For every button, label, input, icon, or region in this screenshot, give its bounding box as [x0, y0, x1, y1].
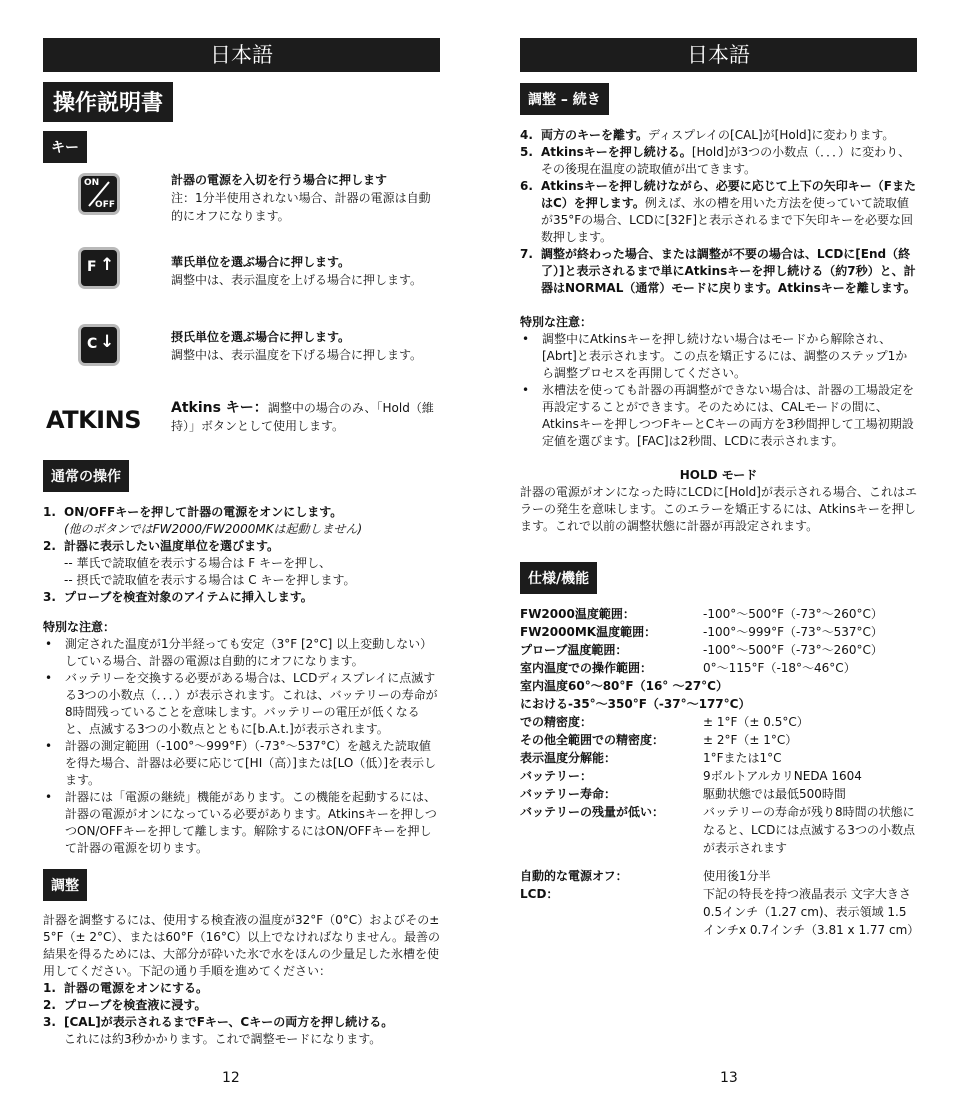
- list-item: 5. Atkinsキーを押し続ける。[Hold]が3つの小数点（．．．）に変わり、その後現在温度の読取値が出てきます。: [520, 145, 911, 176]
- arrow-down-icon: ↓: [100, 332, 115, 352]
- adjust-steps-list: [43, 980, 440, 1048]
- table-row: プローブ温度範囲： -100°～500°F（-73°～260°C）: [520, 643, 883, 657]
- notes-heading: 特別な注意：: [520, 315, 593, 329]
- list-item: 1. 計器の電源をオンにする。: [43, 981, 209, 995]
- table-row: バッテリー： 9ボルトアルカリNEDA 1604: [520, 769, 862, 783]
- notes-list: [520, 331, 917, 450]
- f-key-heading: 華氏単位を選ぶ場合に押します。: [171, 255, 351, 269]
- table-row: 表示温度分解能： 1°Fまたは1°C: [520, 751, 782, 765]
- on-label: ON: [84, 178, 100, 188]
- c-label: C: [87, 336, 98, 352]
- specs-table: [520, 605, 920, 939]
- atkins-body: 調整中の場合のみ、「Hold（維持）」ボタンとして使用します。: [171, 401, 434, 433]
- list-item: 3. [CAL]が表示されるまでFキー、Cキーの両方を押し続ける。 これには約3秒かかります。これで調整モードになります。: [43, 1015, 394, 1046]
- table-row: FW2000MK温度範囲： -100°～999°F（-73°～537°C）: [520, 625, 883, 639]
- atkins-logo: ATKINS: [46, 406, 141, 434]
- language-header: 日本語: [520, 38, 917, 72]
- c-key-heading: 摂氏単位を選ぶ場合に押します。: [171, 330, 351, 344]
- onoff-key-icon: [78, 173, 120, 215]
- onoff-body: 注：1分半使用されない場合、計器の電源は自動的にオフになります。: [171, 191, 431, 223]
- slash-icon: [81, 176, 117, 212]
- adjust-cont-list: [520, 127, 917, 297]
- table-row: その他全範囲での精密度： ± 2°F（± 1°C）: [520, 733, 798, 747]
- section-adjust-header: 調整: [43, 869, 87, 901]
- notes-heading: 特別な注意：: [43, 620, 116, 634]
- language-header: 日本語: [43, 38, 440, 72]
- normal-steps-list: [43, 504, 440, 606]
- list-item: • 氷槽法を使っても計器の再調整ができない場合は、計器の工場設定を再設定することができます。そのためには、CALモードの間に、Atkinsキーを押しつつFキーとCキーの両方を3秒間押して工場初期設定値を選びます。[FAC]は2秒間、LCDに表示されます。: [520, 382, 917, 450]
- table-row: における-35°～350°F（-37°～177°C）: [520, 697, 751, 711]
- table-row: バッテリーの残量が低い： バッテリーの寿命が残り8時間の状態になると、LCDには点滅する3つの小数点が表示されます: [520, 805, 915, 855]
- right-page: [520, 38, 920, 939]
- page-number-left: 12: [222, 1070, 240, 1086]
- list-item: 4. 両方のキーを離す。ディスプレイの[CAL]が[Hold]に変わります。: [520, 128, 895, 142]
- page-number-right: 13: [720, 1070, 738, 1086]
- arrow-up-icon: ↑: [100, 255, 115, 275]
- list-item: 2. 計器に表示したい温度単位を選びます。 -- 華氏で読取値を表示する場合は F キーを押し、 -- 摂氏で読取値を表示する場合は C キーを押します。: [43, 539, 356, 587]
- list-item: • 計器には「電源の継続」機能があります。この機能を起動するには、計器の電源がオンになっている必要があります。Atkinsキーを押しつつON/OFFキーを押して離します。解除するにはON/OFFキーを押して計器の電源を切ります。: [43, 789, 440, 857]
- notes-list: [43, 636, 440, 857]
- hold-mode-body: 計器の電源がオンになった時にLCDに[Hold]が表示される場合、これはエラーの発生を意味します。このエラーを矯正するには、Atkinsキーを押します。これで以前の調整状態に計器が再設定されます。: [520, 485, 917, 533]
- section-adjust-cont-header: 調整 – 続き: [520, 83, 609, 115]
- list-item: 3. プローブを検査対象のアイテムに挿入します。: [43, 590, 313, 604]
- adjust-intro: 計器を調整するには、使用する検査液の温度が32°F（0°C）およびその± 5°F（± 2°C）、または60°F（16°C）以上でなければなりません。最善の結果を得るためには、大部分が砕いた氷で水をほんの少量足した氷槽を使用してください。下記の通り手順を進めてください：: [43, 913, 440, 978]
- table-row: 自動的な電源オフ： 使用後1分半: [520, 869, 771, 883]
- list-item: • 計器の測定範囲（-100°～999°F）（-73°～537°C）を越えた読取値を得た場合、計器は必要に応じて[HI（高）]または[LO（低）]を表示します。: [43, 738, 440, 789]
- list-item: 7. 調整が終わった場合、または調整が不要の場合は、LCDに[End（終了）]と表示されるまで単にAtkinsキーを押し続ける（約7秒）と、計器はNORMAL（通常）モードに戻ります。Atkinsキーを離します。: [520, 247, 916, 295]
- f-key-icon: [78, 247, 120, 289]
- f-key-body: 調整中は、表示温度を上げる場合に押します。: [171, 273, 423, 287]
- list-item: 2. プローブを検査液に浸す。: [43, 998, 207, 1012]
- table-row: バッテリー寿命： 駆動状態では最低500時間: [520, 787, 846, 801]
- table-row: 室内温度での操作範囲： 0°～115°F（-18°～46°C）: [520, 661, 856, 675]
- list-item: 1. ON/OFFキーを押して計器の電源をオンにします。 (他のボタンではFW2000/FW2000MKは起動しません): [43, 505, 363, 536]
- list-item: 6. Atkinsキーを押し続けながら、必要に応じて上下の矢印キー（FまたはC）を押します。例えば、氷の槽を用いた方法を使っていて読取値が35°Fの場合、LCDに[32F]と表示されるまで下矢印キーを必要な回数押します。: [520, 179, 917, 244]
- onoff-heading: 計器の電源を入切を行う場合に押します: [171, 173, 388, 187]
- left-page: [43, 38, 440, 1048]
- section-specs-header: 仕様/機能: [520, 562, 597, 594]
- c-key-body: 調整中は、表示温度を下げる場合に押します。: [171, 348, 423, 362]
- table-row: 室内温度60°～80°F（16° ～27°C）: [520, 679, 728, 693]
- page-title: 操作説明書: [43, 82, 173, 122]
- hold-mode-heading: HOLD モード: [679, 468, 758, 482]
- table-row: LCD： 下記の特長を持つ液晶表示 文字大きさ 0.5インチ（1.27 cm)、表示領域 1.5インチx 0.7インチ（3.81 x 1.77 cm）: [520, 887, 920, 937]
- off-label: OFF: [95, 200, 115, 210]
- list-item: • バッテリーを交換する必要がある場合は、LCDディスプレイに点滅する3つの小数点（．．．）が表示されます。これは、バッテリーの寿命が8時間残っていることを意味します。バッテリーの電圧が低くなると、点滅する3つの小数点とともに[b.A.t.]が表示されます。: [43, 670, 440, 738]
- list-item: • 調整中にAtkinsキーを押し続けない場合はモードから解除され、[Abrt]と表示されます。この点を矯正するには、調整のステップ1から調整プロセスを再開してください。: [520, 331, 917, 382]
- table-row: での精密度： ± 1°F（± 0.5°C）: [520, 715, 809, 729]
- section-normal-header: 通常の操作: [43, 460, 129, 492]
- f-label: F: [87, 259, 97, 275]
- keys-block: [43, 163, 440, 453]
- atkins-heading: Atkins キー：: [171, 400, 268, 416]
- list-item: • 測定された温度が1分半経っても安定（3°F [2°C] 以上変動しない）している場合、計器の電源は自動的にオフになります。: [43, 636, 440, 670]
- section-keys-header: キー: [43, 131, 87, 163]
- table-row: FW2000温度範囲： -100°～500°F（-73°～260°C）: [520, 607, 883, 621]
- c-key-icon: [78, 324, 120, 366]
